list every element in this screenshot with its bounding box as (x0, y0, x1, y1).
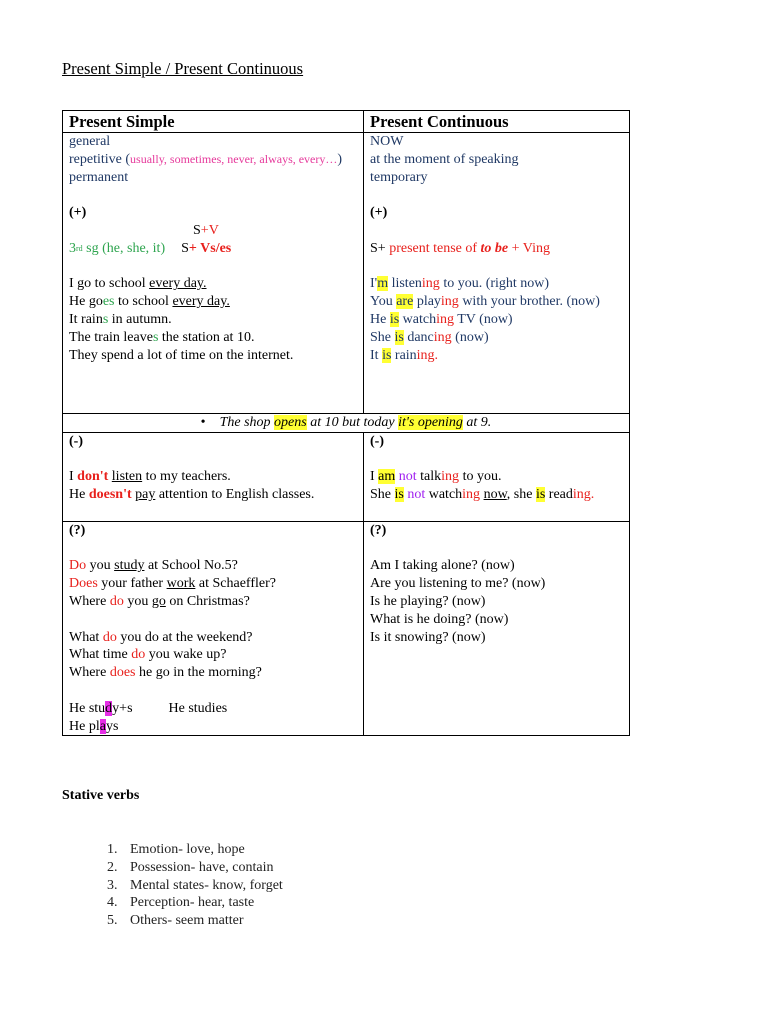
stative-verbs-heading: Stative verbs (62, 788, 140, 803)
header-row (63, 111, 630, 133)
shared-example-row (63, 414, 630, 433)
list-item: 1. Emotion- love, hope (107, 842, 245, 857)
spelling-rule-1: He study+s He studies (69, 700, 228, 716)
usage-general: general (69, 134, 111, 149)
simple-affirmative-cell (63, 133, 364, 414)
continuous-example-2: You are playing with your brother. (now) (370, 294, 600, 310)
continuous-negative-1: I am not talking to you. (370, 469, 502, 485)
continuous-example-5: It is raining. (370, 347, 439, 363)
affirmative-label: (+) (370, 205, 388, 221)
bullet: • (200, 415, 206, 430)
simple-example-4: The train leaves the station at 10. (69, 329, 255, 345)
simple-negative-cell (63, 432, 364, 521)
list-item: 4. Perception- hear, taste (107, 895, 255, 911)
continuous-question-3: Is he playing? (now) (370, 593, 486, 609)
simple-question-1: Do you study at School No.5? (69, 558, 238, 574)
formula-third-person: 3rd sg (he, she, it) S+ Vs/es (69, 240, 232, 256)
simple-negative-2: He doesn't pay attention to English classes. (69, 487, 315, 503)
continuous-question-5: Is it snowing? (now) (370, 629, 486, 645)
simple-question-2: Does your father work at Schaeffler? (69, 576, 276, 592)
simple-question-6: Where does he go in the morning? (69, 665, 262, 681)
tense-comparison-table (62, 110, 630, 736)
continuous-negative-2: She is not watching now, she is reading. (370, 487, 595, 503)
negative-row (63, 432, 630, 521)
simple-example-3: It rains in autumn. (69, 311, 172, 327)
continuous-example-1: I'm listening to you. (right now) (370, 276, 550, 292)
list-item: 5. Others- seem matter (107, 913, 244, 929)
question-label: (?) (370, 522, 387, 538)
usage-repetitive: repetitive (usually, sometimes, never, always, every…) (69, 151, 343, 167)
simple-question-4: What do you do at the weekend? (69, 629, 253, 645)
continuous-example-3: He is watching TV (now) (370, 311, 513, 327)
simple-question-cell (63, 521, 364, 736)
list-item: 2. Possession- have, contain (107, 859, 274, 875)
simple-question-3: Where do you go on Christmas? (69, 593, 250, 609)
negative-label: (-) (370, 433, 384, 449)
present-simple-header: Present Simple (63, 111, 364, 133)
usage-temporary: temporary (370, 169, 428, 185)
simple-question-5: What time do you wake up? (69, 647, 227, 663)
continuous-negative-cell (364, 432, 630, 521)
affirmative-row (63, 133, 630, 414)
formula-sv: S+V (193, 222, 219, 238)
question-label: (?) (69, 522, 86, 538)
negative-label: (-) (69, 433, 83, 449)
continuous-affirmative-cell (364, 133, 630, 414)
shared-example: • The shop opens at 10 but today it's opening at 9. (63, 414, 630, 433)
usage-permanent: permanent (69, 169, 129, 185)
question-row (63, 521, 630, 736)
continuous-example-4: She is dancing (now) (370, 329, 489, 345)
list-item: 3. Mental states- know, forget (107, 877, 283, 893)
usage-moment: at the moment of speaking (370, 151, 519, 167)
continuous-question-4: What is he doing? (now) (370, 611, 509, 627)
simple-negative-1: I don't listen to my teachers. (69, 469, 231, 485)
stative-verbs-list (107, 841, 283, 930)
usage-now: NOW (370, 134, 404, 149)
spelling-rule-2: He plays (69, 718, 119, 734)
formula-be-ving: S+ present tense of to be + Ving (370, 240, 550, 256)
continuous-question-cell (364, 521, 630, 736)
affirmative-label: (+) (69, 205, 87, 221)
simple-example-5: They spend a lot of time on the internet. (69, 347, 294, 363)
continuous-question-1: Am I taking alone? (now) (370, 558, 515, 574)
simple-example-2: He goes to school every day. (69, 294, 230, 310)
present-continuous-header: Present Continuous (364, 111, 630, 133)
simple-example-1: I go to school every day. (69, 276, 207, 292)
continuous-question-2: Are you listening to me? (now) (370, 576, 546, 592)
page-title: Present Simple / Present Continuous (62, 59, 304, 78)
